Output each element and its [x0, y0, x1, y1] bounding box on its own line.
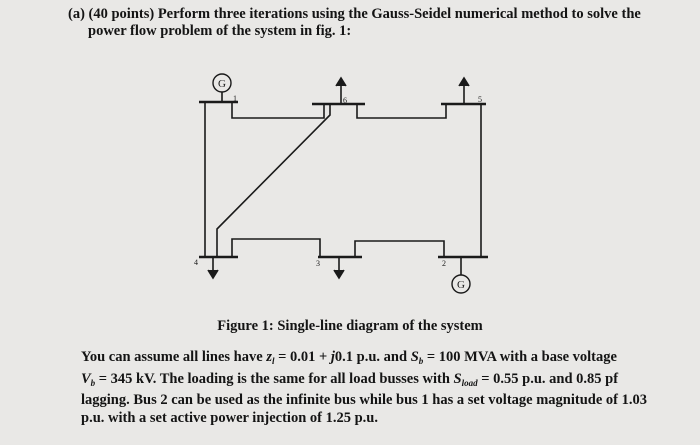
bus-4-load-arrow — [208, 270, 218, 278]
bus-6-load-arrow — [336, 78, 346, 86]
bus-1-label: 1 — [233, 94, 237, 103]
bus-6-label: 6 — [343, 96, 347, 105]
bus-4-label: 4 — [194, 258, 198, 267]
base-power-subscript: b — [418, 356, 424, 366]
line-6-5 — [357, 104, 446, 118]
question-line-2: power flow problem of the system in fig. 1: — [88, 23, 352, 39]
line-1-6 — [232, 102, 324, 118]
line-6-4 — [217, 104, 330, 257]
param-text: p.u. with a set active power injection of 1.25 p.u. — [81, 409, 378, 426]
load-power-symbol: S — [453, 370, 462, 387]
line-3-2 — [355, 241, 444, 257]
imaginary-unit: j — [330, 349, 335, 365]
base-voltage-symbol: V — [81, 370, 91, 387]
question-line-1: (a) (40 points) Perform three iterations using the Gauss-Seidel numerical method to solve the — [68, 6, 641, 22]
param-text: = 345 kV. The loading is the same for all load busses with — [95, 370, 454, 387]
load-power-subscript: load — [461, 377, 478, 388]
param-text: 0.1 p.u. and — [334, 349, 411, 365]
generator-2-label: G — [457, 279, 465, 291]
bus-3-label: 3 — [316, 259, 320, 268]
figure-caption: Figure 1: Single-line diagram of the system — [217, 318, 483, 334]
param-text: You can assume all lines have — [81, 349, 267, 365]
param-text: = 100 MVA with a base voltage — [423, 349, 617, 365]
line-4-3 — [232, 239, 320, 257]
line-impedance-symbol: z — [266, 349, 272, 365]
problem-parameters — [81, 349, 671, 427]
param-text: lagging. Bus 2 can be used as the infinite bus while bus 1 has a set voltage magnitude of 1.03 — [81, 392, 647, 408]
bus-3-load-arrow — [334, 270, 344, 278]
line-impedance-subscript: l — [271, 356, 275, 366]
bus-5-label: 5 — [478, 95, 482, 104]
bus-2-label: 2 — [442, 259, 446, 268]
param-text: = 0.55 p.u. and 0.85 pf — [477, 370, 619, 387]
base-power-symbol: S — [410, 349, 419, 365]
generator-1-label: G — [218, 78, 226, 90]
bus-5-load-arrow — [459, 78, 469, 86]
param-text: = 0.01 + — [274, 349, 331, 365]
base-voltage-subscript: b — [90, 377, 96, 388]
